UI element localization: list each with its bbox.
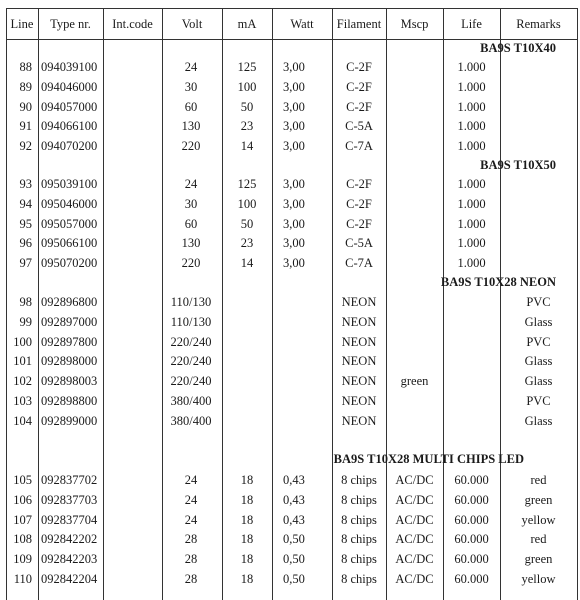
cell-life: 1.000 (457, 177, 486, 191)
column-header-life: Life (461, 17, 482, 31)
cell-life: 60.000 (454, 473, 489, 487)
cell-line: 89 (19, 79, 32, 94)
cell-type: 092896800 (41, 295, 98, 309)
table-row (0, 57, 580, 77)
cell-type: 092897000 (41, 314, 98, 329)
cell-filament: C-2F (346, 216, 372, 231)
cell-filament: C-5A (345, 236, 373, 251)
cell-line: 105 (13, 473, 32, 487)
cell-ma: 18 (240, 492, 254, 507)
cell-life: 1.000 (457, 256, 486, 270)
cell-filament: 8 chips (341, 473, 377, 487)
cell-mscp: AC/DC (395, 512, 434, 527)
cell-life: 60.000 (454, 552, 489, 566)
cell-mscp: green (400, 374, 429, 388)
cell-filament: 8 chips (341, 532, 377, 547)
table-row (0, 371, 580, 391)
cell-ma: 23 (240, 236, 254, 251)
cell-type: 092897800 (41, 334, 98, 349)
section-title: BA9S T10X40 (480, 41, 556, 55)
column-header-mscp: Mscp (400, 17, 429, 31)
cell-filament: NEON (341, 334, 377, 349)
cell-remarks: Glass (524, 314, 553, 329)
cell-volt: 380/400 (170, 413, 212, 428)
cell-type: 094057000 (41, 99, 98, 114)
cell-remarks: PVC (526, 334, 551, 349)
table-row (0, 292, 580, 312)
table-row (0, 253, 580, 273)
table-row (0, 411, 580, 431)
cell-ma: 23 (240, 119, 254, 134)
cell-line: 103 (13, 393, 32, 408)
column-header-remarks: Remarks (516, 17, 561, 31)
cell-life: 1.000 (457, 119, 486, 134)
cell-life: 60.000 (454, 571, 489, 586)
cell-watt: 3,00 (283, 139, 305, 153)
cell-line: 101 (13, 354, 32, 369)
column-header-ma: mA (237, 17, 257, 31)
cell-mscp: AC/DC (395, 492, 434, 507)
cell-type: 094066100 (41, 119, 98, 134)
cell-type: 092899000 (41, 413, 98, 428)
cell-life: 1.000 (457, 139, 486, 153)
cell-volt: 220/240 (170, 374, 212, 388)
table-row (0, 233, 580, 253)
cell-type: 092842202 (41, 532, 98, 547)
table-row (0, 136, 580, 156)
column-header-volt: Volt (181, 17, 203, 31)
cell-remarks: Glass (524, 413, 553, 428)
cell-volt: 60 (184, 216, 198, 231)
table-row (0, 351, 580, 371)
table-row (0, 490, 580, 510)
cell-filament: 8 chips (341, 571, 377, 586)
cell-volt: 130 (181, 236, 201, 251)
cell-filament: C-2F (346, 177, 372, 191)
cell-filament: C-7A (345, 139, 373, 153)
cell-watt: 0,50 (283, 532, 305, 547)
cell-watt: 3,00 (283, 196, 305, 211)
section-title: BA9S T10X28 MULTI CHIPS LED (333, 452, 524, 466)
cell-type: 092898800 (41, 393, 98, 408)
column-header-line: Line (10, 17, 34, 31)
cell-type: 095057000 (41, 216, 98, 231)
cell-watt: 3,00 (283, 256, 305, 270)
table-row (0, 174, 580, 194)
cell-volt: 110/130 (170, 314, 212, 329)
cell-filament: NEON (341, 314, 377, 329)
cell-volt: 24 (184, 512, 198, 527)
cell-type: 094070200 (41, 139, 98, 153)
table-row (0, 529, 580, 549)
cell-filament: NEON (341, 413, 377, 428)
cell-life: 60.000 (454, 492, 489, 507)
cell-volt: 380/400 (170, 393, 212, 408)
cell-filament: NEON (341, 295, 377, 309)
cell-filament: NEON (341, 354, 377, 369)
cell-filament: NEON (341, 374, 377, 388)
cell-mscp: AC/DC (395, 552, 434, 566)
table-row (0, 470, 580, 490)
cell-line: 93 (19, 177, 32, 191)
cell-line: 108 (13, 532, 32, 547)
table-row (0, 569, 580, 589)
cell-type: 092837702 (41, 473, 98, 487)
cell-filament: C-7A (345, 256, 373, 270)
cell-life: 1.000 (457, 236, 486, 251)
cell-line: 102 (13, 374, 32, 388)
cell-watt: 0,43 (283, 473, 305, 487)
cell-filament: 8 chips (341, 512, 377, 527)
column-header-filament: Filament (336, 17, 382, 31)
cell-remarks: green (524, 552, 553, 566)
column-header-intcode: Int.code (112, 17, 153, 31)
cell-life: 60.000 (454, 512, 489, 527)
column-header-type: Type nr. (50, 17, 91, 31)
cell-watt: 0,50 (283, 571, 305, 586)
cell-line: 88 (19, 60, 32, 74)
cell-line: 94 (19, 196, 32, 211)
cell-ma: 100 (237, 79, 257, 94)
cell-watt: 3,00 (283, 119, 305, 134)
cell-line: 104 (13, 413, 32, 428)
section-title: BA9S T10X28 NEON (440, 275, 556, 289)
cell-watt: 3,00 (283, 99, 305, 114)
cell-mscp: AC/DC (395, 473, 434, 487)
cell-watt: 0,43 (283, 492, 305, 507)
cell-volt: 30 (184, 79, 198, 94)
cell-watt: 3,00 (283, 177, 305, 191)
cell-ma: 18 (240, 512, 254, 527)
table-row (0, 332, 580, 352)
cell-line: 92 (19, 139, 32, 153)
table-row (0, 116, 580, 136)
cell-volt: 220 (181, 139, 201, 153)
cell-type: 092898003 (41, 374, 98, 388)
cell-remarks: red (530, 473, 547, 487)
cell-filament: C-2F (346, 196, 372, 211)
cell-ma: 50 (240, 99, 254, 114)
cell-watt: 3,00 (283, 60, 305, 74)
cell-type: 094039100 (41, 60, 98, 74)
cell-remarks: Glass (524, 374, 553, 388)
cell-remarks: yellow (521, 571, 556, 586)
cell-type: 092898000 (41, 354, 98, 369)
cell-volt: 130 (181, 119, 201, 134)
table-row (0, 194, 580, 214)
cell-ma: 14 (240, 139, 254, 153)
cell-ma: 18 (240, 552, 254, 566)
cell-volt: 220 (181, 256, 201, 270)
cell-line: 99 (19, 314, 32, 329)
cell-life: 60.000 (454, 532, 489, 547)
cell-remarks: PVC (526, 393, 551, 408)
table-row (0, 312, 580, 332)
cell-remarks: PVC (526, 295, 551, 309)
cell-ma: 18 (240, 571, 254, 586)
cell-watt: 3,00 (283, 236, 305, 251)
cell-ma: 100 (237, 196, 257, 211)
cell-line: 90 (19, 99, 32, 114)
cell-type: 092842203 (41, 552, 98, 566)
cell-watt: 0,43 (283, 512, 305, 527)
cell-type: 094046000 (41, 79, 98, 94)
cell-watt: 0,50 (283, 552, 305, 566)
cell-volt: 24 (184, 177, 198, 191)
cell-filament: C-2F (346, 99, 372, 114)
section-title: BA9S T10X50 (480, 158, 556, 172)
cell-line: 98 (19, 295, 32, 309)
table-row (0, 391, 580, 411)
cell-volt: 28 (184, 571, 198, 586)
cell-filament: 8 chips (341, 492, 377, 507)
cell-life: 1.000 (457, 216, 486, 231)
cell-volt: 24 (184, 473, 198, 487)
cell-mscp: AC/DC (395, 571, 434, 586)
table-row (0, 97, 580, 117)
cell-volt: 220/240 (170, 354, 212, 369)
cell-ma: 14 (240, 256, 254, 270)
cell-line: 96 (19, 236, 32, 251)
cell-filament: C-2F (346, 79, 372, 94)
cell-volt: 28 (184, 532, 198, 547)
cell-volt: 30 (184, 196, 198, 211)
cell-remarks: yellow (521, 512, 556, 527)
cell-type: 095070200 (41, 256, 98, 270)
cell-type: 092837703 (41, 492, 98, 507)
cell-filament: C-2F (346, 60, 372, 74)
cell-mscp: AC/DC (395, 532, 434, 547)
cell-filament: NEON (341, 393, 377, 408)
cell-line: 109 (13, 552, 32, 566)
cell-line: 91 (19, 119, 32, 134)
cell-line: 95 (19, 216, 32, 231)
cell-type: 095046000 (41, 196, 98, 211)
cell-remarks: green (524, 492, 553, 507)
cell-type: 092837704 (41, 512, 98, 527)
cell-ma: 50 (240, 216, 254, 231)
cell-life: 1.000 (457, 196, 486, 211)
cell-filament: 8 chips (341, 552, 377, 566)
cell-volt: 60 (184, 99, 198, 114)
table-row (0, 510, 580, 530)
cell-ma: 125 (237, 60, 257, 74)
cell-line: 110 (13, 571, 32, 586)
cell-watt: 3,00 (283, 216, 305, 231)
cell-filament: C-5A (345, 119, 373, 134)
cell-life: 1.000 (457, 79, 486, 94)
cell-life: 1.000 (457, 60, 486, 74)
cell-ma: 125 (237, 177, 257, 191)
cell-type: 095039100 (41, 177, 98, 191)
cell-volt: 24 (184, 60, 198, 74)
cell-volt: 28 (184, 552, 198, 566)
table-row (0, 214, 580, 234)
cell-volt: 24 (184, 492, 198, 507)
cell-line: 97 (19, 256, 32, 270)
cell-line: 106 (13, 492, 32, 507)
cell-remarks: Glass (524, 354, 553, 369)
cell-ma: 18 (240, 532, 254, 547)
cell-remarks: red (530, 532, 547, 547)
cell-line: 100 (13, 334, 32, 349)
cell-life: 1.000 (457, 99, 486, 114)
cell-volt: 220/240 (170, 334, 212, 349)
table-row (0, 77, 580, 97)
cell-type: 095066100 (41, 236, 98, 251)
table-row (0, 549, 580, 569)
cell-line: 107 (13, 512, 32, 527)
cell-watt: 3,00 (283, 79, 305, 94)
cell-ma: 18 (240, 473, 254, 487)
cell-type: 092842204 (41, 571, 98, 586)
cell-volt: 110/130 (170, 295, 212, 309)
column-header-watt: Watt (290, 17, 314, 31)
